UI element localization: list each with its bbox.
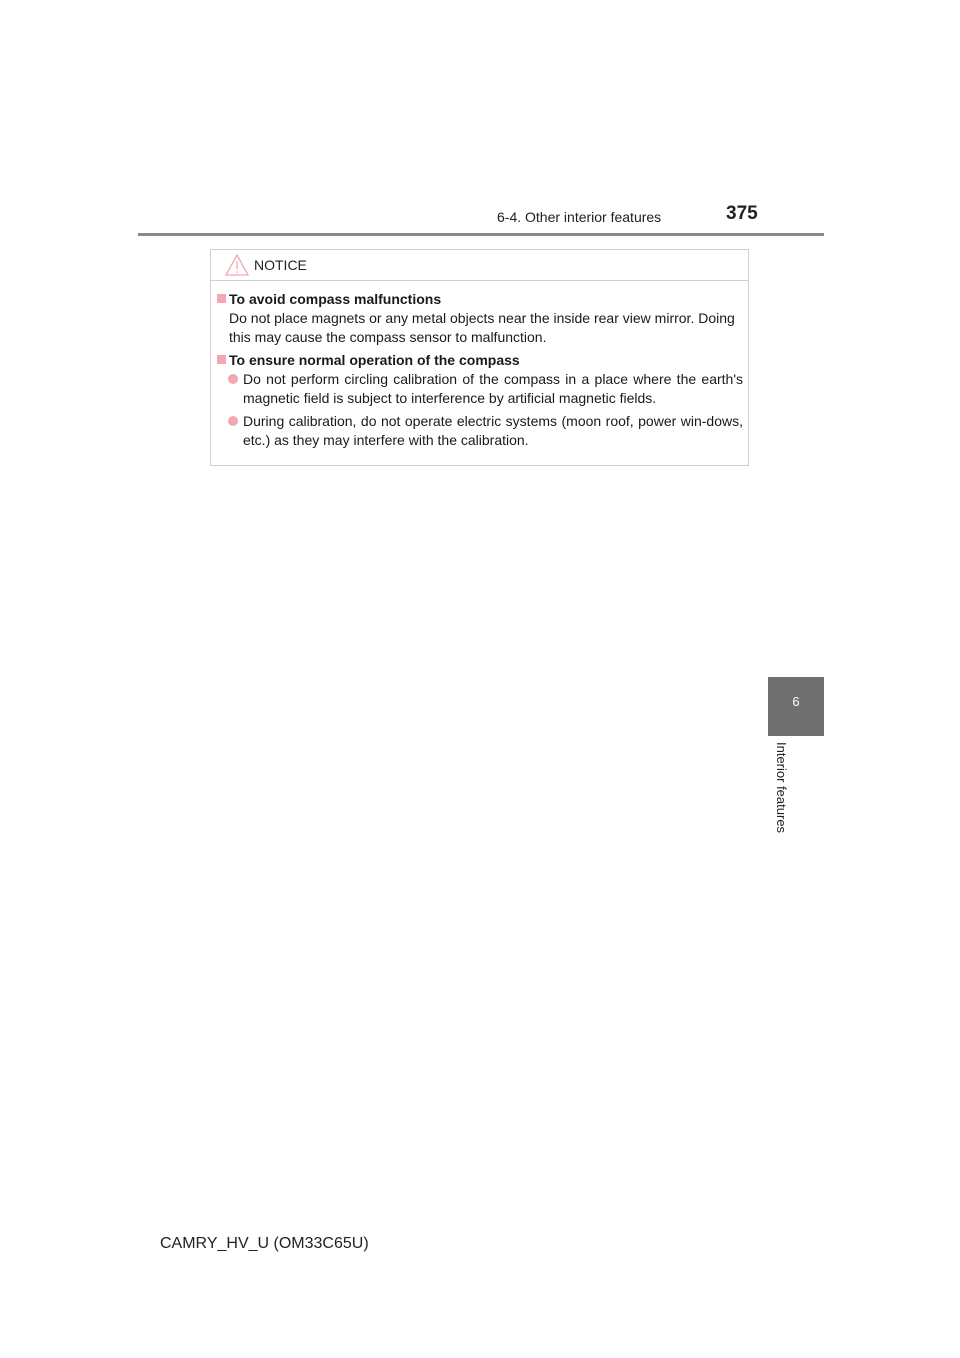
header-rule xyxy=(138,233,824,236)
dot-bullet-icon xyxy=(228,374,238,384)
square-bullet-icon xyxy=(217,294,226,303)
paragraph: Do not place magnets or any metal objects near the inside rear view mirror. Doing this may cause the compass sensor to malfunction. xyxy=(229,310,735,345)
warning-triangle-icon xyxy=(225,254,249,276)
notice-title: NOTICE xyxy=(254,257,307,273)
page-number: 375 xyxy=(726,203,758,224)
notice-header xyxy=(211,250,748,281)
heading-text: To avoid compass malfunctions xyxy=(229,291,442,307)
dot-bullet-icon xyxy=(228,416,238,426)
square-bullet-icon xyxy=(217,355,226,364)
chapter-label: Interior features xyxy=(774,742,789,834)
section-heading xyxy=(211,290,750,309)
footer-model: CAMRY_HV_U (OM33C65U) xyxy=(160,1235,369,1252)
chapter-tab: 6 xyxy=(768,677,824,736)
notice-box xyxy=(210,249,749,466)
list-item xyxy=(211,412,750,450)
list-item-text: During calibration, do not operate electric systems (moon roof, power win-dows, etc.) as they may interfere with the calibration. xyxy=(243,413,743,448)
section-heading xyxy=(211,351,750,370)
list-item xyxy=(211,370,750,408)
notice-body xyxy=(211,290,750,450)
list-item-text: Do not perform circling calibration of the compass in a place where the earth's magnetic field is subject to interference by artificial magnetic fields. xyxy=(243,371,743,406)
section-title: 6-4. Other interior features xyxy=(497,209,662,225)
heading-text: To ensure normal operation of the compass xyxy=(229,352,520,368)
